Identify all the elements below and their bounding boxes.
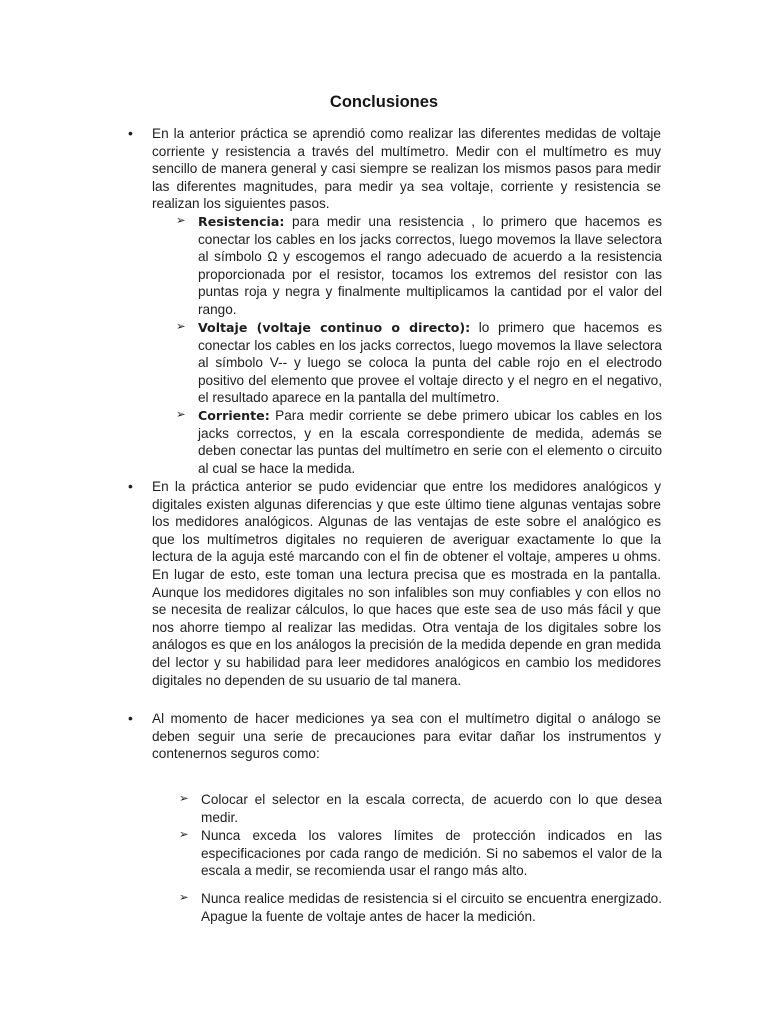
subitem-corriente — [176, 407, 662, 477]
bullet-icon: • — [128, 710, 133, 726]
arrow-bullet-icon: ➢ — [179, 829, 189, 841]
arrow-bullet-icon: ➢ — [176, 215, 186, 227]
bullet-icon: • — [128, 125, 133, 141]
bullet-item-multimeter-steps — [128, 125, 661, 213]
subitem-text: para medir una resistencia , lo primero que hacemos es conectar los cables en los jacks correctos, luego movemos la llave selectora al símbolo Ω y escogemos el rango adecuado de acuerdo a la resistencia proporcionada por el resistor, tocamos los extremos del resistor con las puntas roja y negra y finalmente multiplicamos la cantidad por el valor del rango. — [198, 214, 662, 317]
subitem-resistencia — [176, 213, 662, 319]
subitem-precaution-selector — [179, 791, 662, 826]
subitem-label: Resistencia: — [198, 214, 285, 229]
subitem-text: Colocar el selector en la escala correcta, de acuerdo con lo que desea medir. — [201, 792, 662, 825]
bullet-text: En la anterior práctica se aprendió como realizar las diferentes medidas de voltaje corriente y resistencia a través del multímetro. Medir con el multímetro es muy sencillo de manera general y casi siempre se realizan los mismos pasos para medir las diferentes magnitudes, para medir ya sea voltaje, corriente y resistencia se realizan los siguientes pasos. — [152, 126, 661, 212]
page-title: Conclusiones — [329, 93, 439, 111]
subitem-label: Voltaje (voltaje continuo o directo): — [198, 320, 471, 335]
subitem-text: Nunca exceda los valores límites de protección indicados en las especificaciones por cada rango de medición. Si no sabemos el valor de la escala a medir, se recomienda usar el rango más alto. — [201, 828, 662, 879]
bullet-item-digital-vs-analog — [128, 478, 661, 689]
subitem-label: Corriente: — [198, 408, 270, 423]
arrow-bullet-icon: ➢ — [176, 409, 186, 421]
arrow-bullet-icon: ➢ — [179, 793, 189, 805]
subitem-precaution-limits — [179, 827, 662, 880]
bullet-text: Al momento de hacer mediciones ya sea con el multímetro digital o análogo se deben seguir una serie de precauciones para evitar dañar los instrumentos y contenernos seguros como: — [152, 711, 661, 762]
subitem-text: Para medir corriente se debe primero ubicar los cables en los jacks correctos, y en la escala correspondiente de medida, además se deben conectar las puntas del multímetro en serie con el elemento o circuito al cual se hace la medida. — [198, 408, 662, 476]
subitem-text: lo primero que hacemos es conectar los cables en los jacks correctos, luego movemos la llave selectora al símbolo V-- y luego se coloca la punta del cable rojo en el electrodo positivo del elemento que provee el voltaje directo y el negro en el negativo, el resultado aparece en la pantalla del multímetro. — [198, 320, 662, 406]
bullet-icon: • — [128, 478, 133, 494]
bullet-text: En la práctica anterior se pudo evidenciar que entre los medidores analógicos y digitales existen algunas diferencias y que este último tiene algunas ventajas sobre los medidores analógicos. Algunas de las ventajas de este sobre el analógico es que los multímetros digitales no requieren de averiguar exactamente lo que la lectura de la aguja esté marcando con el fin de obtener el voltaje, amperes u ohms. En lugar de esto, este toman una lectura precisa que es mostrada en la pantalla. Aunque los medidores digitales no son infalibles son muy confiables y con ellos no se necesita de realizar cálculos, lo que haces que este sea de uso más fácil y que nos ahorre tiempo al realizar las medidas. Otra ventaja de los digitales sobre los análogos es que en los análogos la precisión de la medida depende en gran medida del lector y su habilidad para leer medidores analógicos en cambio los medidores digitales no dependen de su usuario de tal manera. — [152, 479, 661, 688]
arrow-bullet-icon: ➢ — [176, 321, 186, 333]
bullet-item-precautions — [128, 710, 661, 763]
arrow-bullet-icon: ➢ — [179, 892, 189, 904]
subitem-voltaje — [176, 319, 662, 407]
subitem-text: Nunca realice medidas de resistencia si el circuito se encuentra energizado. Apague la fuente de voltaje antes de hacer la medición. — [201, 891, 662, 924]
subitem-precaution-energized — [179, 890, 662, 925]
